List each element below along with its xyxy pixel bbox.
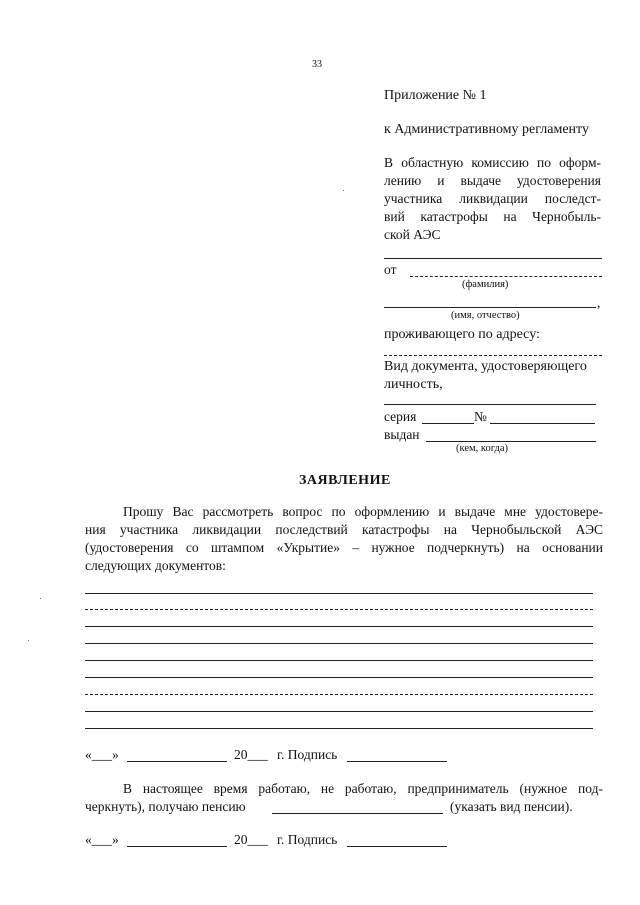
addressee-line-1: В областную комиссию по оформ- — [384, 155, 601, 170]
pension-field[interactable] — [272, 813, 443, 814]
addressee-blank-line[interactable] — [384, 258, 602, 259]
name-caption: (имя, отчество) — [451, 310, 520, 321]
statement-heading: ЗАЯВЛЕНИЕ — [299, 473, 391, 488]
address-label: проживающего по адресу: — [384, 327, 540, 342]
addressee-line-4: вий катастрофы на Чернобыль- — [384, 209, 601, 224]
scan-speck — [40, 598, 41, 599]
paragraph2-line-2b: (указать вид пенсии). — [450, 799, 573, 814]
date-day-2: «___» — [85, 832, 119, 847]
paragraph1-line-4: следующих документов: — [85, 558, 226, 573]
issued-caption: (кем, когда) — [456, 443, 508, 454]
document-line-2[interactable] — [85, 609, 593, 610]
addressee-line-5: ской АЭС — [384, 227, 441, 242]
document-line-9[interactable] — [85, 728, 593, 729]
paragraph1-line-3: (удостоверения со штампом «Укрытие» – нужное подчеркнуть) на основании — [85, 540, 603, 555]
doc-type-label-2: личность, — [384, 377, 443, 392]
paragraph1-line-2: ния участника ликвидации последствий катастрофы на Чернобыльской АЭС — [85, 522, 603, 537]
document-line-4[interactable] — [85, 643, 593, 644]
number-field[interactable] — [490, 423, 595, 424]
doc-type-field[interactable] — [384, 404, 596, 405]
document-line-3[interactable] — [85, 626, 593, 627]
address-field[interactable] — [384, 355, 602, 356]
surname-field[interactable] — [410, 276, 602, 277]
series-field[interactable] — [422, 423, 474, 424]
paragraph2-line-2a: черкнуть), получаю пенсию — [85, 799, 246, 814]
document-line-6[interactable] — [85, 677, 593, 678]
page-number: 33 — [312, 59, 322, 70]
addressee-line-2: лению и выдаче удостоверения — [384, 173, 601, 188]
signature-label-1: г. Подпись — [277, 747, 338, 762]
name-comma: , — [597, 295, 601, 310]
series-label: серия — [384, 409, 417, 424]
number-label: № — [474, 409, 487, 424]
document-line-8[interactable] — [85, 711, 593, 712]
date-day-1: «___» — [85, 747, 119, 762]
surname-caption: (фамилия) — [462, 279, 509, 290]
signature-field-1[interactable] — [347, 761, 447, 762]
date-month-field-2[interactable] — [127, 846, 227, 847]
doc-type-label-1: Вид документа, удостоверяющего — [384, 359, 587, 374]
paragraph2-line-1: В настоящее время работаю, не работаю, предприниматель (нужное под- — [123, 781, 603, 796]
addressee-line-3: участника ликвидации последст- — [384, 191, 601, 206]
from-label: от — [384, 262, 397, 277]
date-year-2: 20___ — [234, 832, 268, 847]
document-line-1[interactable] — [85, 593, 593, 594]
issued-label: выдан — [384, 427, 420, 442]
document-line-7[interactable] — [85, 694, 593, 695]
scan-speck — [343, 190, 344, 191]
signature-label-2: г. Подпись — [277, 832, 338, 847]
date-year-1: 20___ — [234, 747, 268, 762]
signature-field-2[interactable] — [347, 846, 447, 847]
name-field[interactable] — [384, 307, 596, 308]
document-line-5[interactable] — [85, 660, 593, 661]
appendix-subtitle: к Административному регламенту — [384, 122, 589, 137]
appendix-title: Приложение № 1 — [384, 88, 487, 103]
scan-speck — [28, 640, 29, 641]
issued-field[interactable] — [426, 441, 596, 442]
paragraph1-line-1: Прошу Вас рассмотреть вопрос по оформлению и выдаче мне удостовере- — [123, 504, 603, 519]
date-month-field-1[interactable] — [127, 761, 227, 762]
